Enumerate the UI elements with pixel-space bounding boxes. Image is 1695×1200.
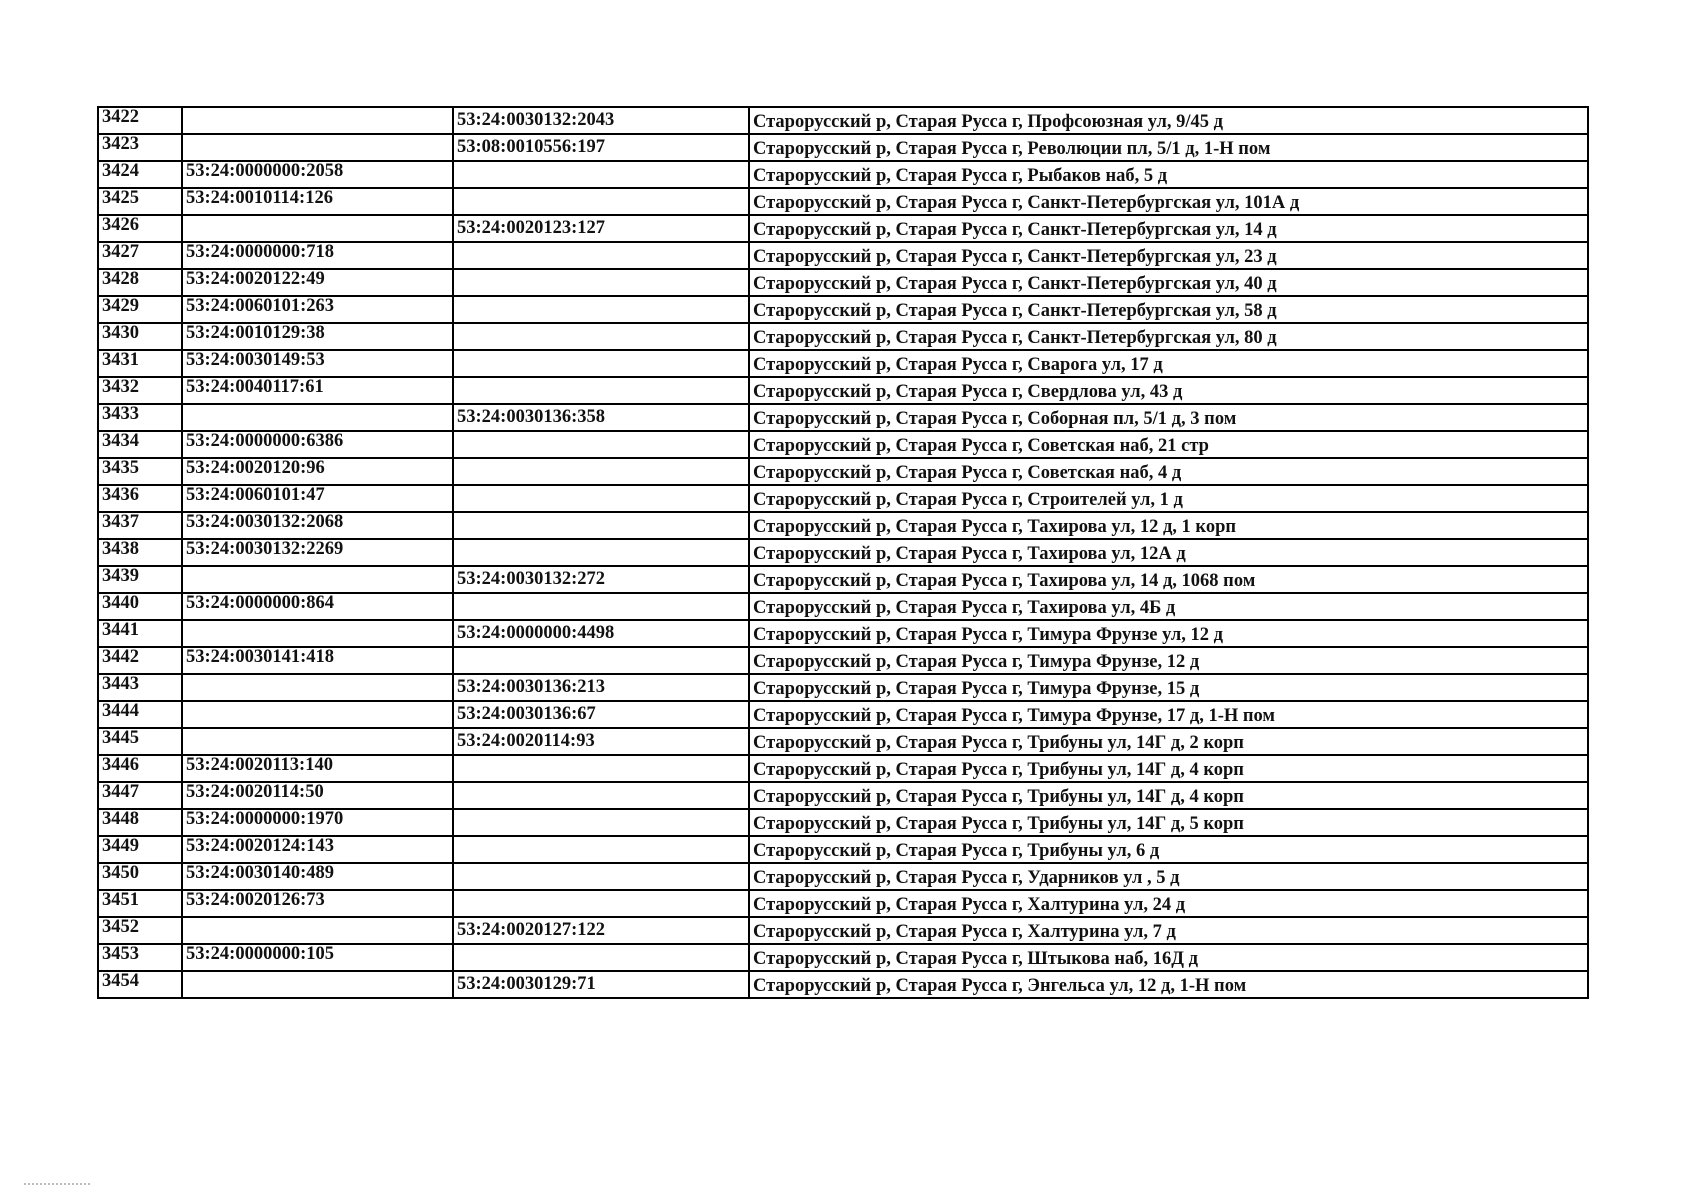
cadastral-number-cell: 53:24:0030132:2269	[182, 539, 453, 566]
table-row	[98, 836, 1588, 863]
cadastral-number-cell	[182, 134, 453, 161]
cadastral-number-cell: 53:24:0000000:6386	[182, 431, 453, 458]
cadastral-number-alt-cell	[453, 593, 749, 620]
row-number-cell: 3444	[98, 701, 182, 728]
table-row	[98, 215, 1588, 242]
cadastral-number-alt-cell	[453, 161, 749, 188]
address-cell: Старорусский р, Старая Русса г, Ударников ул , 5 д	[749, 863, 1588, 890]
cadastral-number-cell: 53:24:0000000:864	[182, 593, 453, 620]
address-cell: Старорусский р, Старая Русса г, Тимура Фрунзе, 12 д	[749, 647, 1588, 674]
table-row	[98, 269, 1588, 296]
address-cell: Старорусский р, Старая Русса г, Санкт-Петербургская ул, 80 д	[749, 323, 1588, 350]
address-cell: Старорусский р, Старая Русса г, Халтурина ул, 24 д	[749, 890, 1588, 917]
address-cell: Старорусский р, Старая Русса г, Халтурина ул, 7 д	[749, 917, 1588, 944]
cadastral-number-cell: 53:24:0000000:718	[182, 242, 453, 269]
table-row	[98, 755, 1588, 782]
address-cell: Старорусский р, Старая Русса г, Строителей ул, 1 д	[749, 485, 1588, 512]
cadastral-number-alt-cell	[453, 296, 749, 323]
cadastral-number-alt-cell	[453, 377, 749, 404]
address-cell: Старорусский р, Старая Русса г, Тимура Фрунзе, 17 д, 1-Н пом	[749, 701, 1588, 728]
address-cell: Старорусский р, Старая Русса г, Санкт-Петербургская ул, 23 д	[749, 242, 1588, 269]
address-cell: Старорусский р, Старая Русса г, Рыбаков наб, 5 д	[749, 161, 1588, 188]
address-cell: Старорусский р, Старая Русса г, Трибуны ул, 14Г д, 2 корп	[749, 728, 1588, 755]
cadastral-number-alt-cell	[453, 836, 749, 863]
scan-artifact	[24, 1183, 92, 1185]
cadastral-number-alt-cell: 53:24:0030132:2043	[453, 107, 749, 134]
table-row	[98, 377, 1588, 404]
row-number-cell: 3441	[98, 620, 182, 647]
cadastral-number-alt-cell	[453, 242, 749, 269]
row-number-cell: 3423	[98, 134, 182, 161]
cadastral-number-alt-cell	[453, 269, 749, 296]
table-row	[98, 971, 1588, 998]
table-row	[98, 917, 1588, 944]
table-row	[98, 485, 1588, 512]
address-cell: Старорусский р, Старая Русса г, Трибуны ул, 14Г д, 5 корп	[749, 809, 1588, 836]
table-row	[98, 107, 1588, 134]
row-number-cell: 3430	[98, 323, 182, 350]
cadastral-number-cell	[182, 620, 453, 647]
table-row	[98, 350, 1588, 377]
table-row	[98, 161, 1588, 188]
cadastral-number-alt-cell	[453, 323, 749, 350]
address-cell: Старорусский р, Старая Русса г, Сварога ул, 17 д	[749, 350, 1588, 377]
table-row	[98, 296, 1588, 323]
table-row	[98, 944, 1588, 971]
cadastral-number-cell	[182, 701, 453, 728]
table-row	[98, 620, 1588, 647]
table-row	[98, 323, 1588, 350]
cadastral-number-cell: 53:24:0010129:38	[182, 323, 453, 350]
cadastral-number-alt-cell: 53:24:0030136:213	[453, 674, 749, 701]
cadastral-number-cell: 53:24:0020113:140	[182, 755, 453, 782]
cadastral-number-alt-cell	[453, 458, 749, 485]
address-cell: Старорусский р, Старая Русса г, Тимура Фрунзе ул, 12 д	[749, 620, 1588, 647]
row-number-cell: 3453	[98, 944, 182, 971]
address-cell: Старорусский р, Старая Русса г, Тахирова ул, 12 д, 1 корп	[749, 512, 1588, 539]
cadastral-number-alt-cell	[453, 188, 749, 215]
cadastral-number-alt-cell	[453, 782, 749, 809]
address-cell: Старорусский р, Старая Русса г, Тимура Фрунзе, 15 д	[749, 674, 1588, 701]
row-number-cell: 3447	[98, 782, 182, 809]
cadastral-number-alt-cell: 53:24:0000000:4498	[453, 620, 749, 647]
cadastral-number-cell: 53:24:0020126:73	[182, 890, 453, 917]
cadastral-number-cell	[182, 404, 453, 431]
address-cell: Старорусский р, Старая Русса г, Санкт-Петербургская ул, 58 д	[749, 296, 1588, 323]
cadastral-number-alt-cell	[453, 512, 749, 539]
address-cell: Старорусский р, Старая Русса г, Свердлова ул, 43 д	[749, 377, 1588, 404]
row-number-cell: 3427	[98, 242, 182, 269]
cadastral-number-cell: 53:24:0000000:1970	[182, 809, 453, 836]
table-row	[98, 512, 1588, 539]
cadastral-number-cell: 53:24:0020124:143	[182, 836, 453, 863]
row-number-cell: 3443	[98, 674, 182, 701]
table-row	[98, 458, 1588, 485]
cadastral-number-alt-cell	[453, 755, 749, 782]
row-number-cell: 3438	[98, 539, 182, 566]
table-row	[98, 728, 1588, 755]
row-number-cell: 3433	[98, 404, 182, 431]
cadastral-number-cell	[182, 971, 453, 998]
address-cell: Старорусский р, Старая Русса г, Соборная пл, 5/1 д, 3 пом	[749, 404, 1588, 431]
address-cell: Старорусский р, Старая Русса г, Санкт-Петербургская ул, 40 д	[749, 269, 1588, 296]
address-cell: Старорусский р, Старая Русса г, Революции пл, 5/1 д, 1-Н пом	[749, 134, 1588, 161]
row-number-cell: 3452	[98, 917, 182, 944]
row-number-cell: 3428	[98, 269, 182, 296]
row-number-cell: 3454	[98, 971, 182, 998]
cadastral-number-cell: 53:24:0030149:53	[182, 350, 453, 377]
cadastral-number-cell: 53:24:0060101:263	[182, 296, 453, 323]
table-row	[98, 674, 1588, 701]
cadastral-number-alt-cell: 53:24:0020127:122	[453, 917, 749, 944]
row-number-cell: 3440	[98, 593, 182, 620]
table-row	[98, 242, 1588, 269]
address-cell: Старорусский р, Старая Русса г, Тахирова ул, 12А д	[749, 539, 1588, 566]
row-number-cell: 3426	[98, 215, 182, 242]
row-number-cell: 3432	[98, 377, 182, 404]
cadastral-number-cell: 53:24:0030140:489	[182, 863, 453, 890]
table-row	[98, 782, 1588, 809]
cadastral-number-cell	[182, 917, 453, 944]
table-row	[98, 863, 1588, 890]
table-row	[98, 431, 1588, 458]
row-number-cell: 3434	[98, 431, 182, 458]
row-number-cell: 3435	[98, 458, 182, 485]
row-number-cell: 3429	[98, 296, 182, 323]
cadastral-number-alt-cell: 53:08:0010556:197	[453, 134, 749, 161]
row-number-cell: 3448	[98, 809, 182, 836]
row-number-cell: 3451	[98, 890, 182, 917]
property-table	[97, 106, 1589, 999]
address-cell: Старорусский р, Старая Русса г, Санкт-Петербургская ул, 14 д	[749, 215, 1588, 242]
cadastral-number-cell: 53:24:0000000:2058	[182, 161, 453, 188]
table-row	[98, 539, 1588, 566]
row-number-cell: 3436	[98, 485, 182, 512]
property-table-body	[98, 107, 1588, 998]
cadastral-number-cell: 53:24:0020122:49	[182, 269, 453, 296]
cadastral-number-alt-cell: 53:24:0030129:71	[453, 971, 749, 998]
cadastral-number-cell: 53:24:0000000:105	[182, 944, 453, 971]
address-cell: Старорусский р, Старая Русса г, Трибуны ул, 6 д	[749, 836, 1588, 863]
cadastral-number-alt-cell	[453, 431, 749, 458]
cadastral-number-alt-cell	[453, 809, 749, 836]
cadastral-number-alt-cell: 53:24:0020123:127	[453, 215, 749, 242]
cadastral-number-cell: 53:24:0060101:47	[182, 485, 453, 512]
row-number-cell: 3422	[98, 107, 182, 134]
table-row	[98, 188, 1588, 215]
cadastral-number-alt-cell	[453, 647, 749, 674]
cadastral-number-alt-cell	[453, 350, 749, 377]
row-number-cell: 3449	[98, 836, 182, 863]
address-cell: Старорусский р, Старая Русса г, Энгельса ул, 12 д, 1-Н пом	[749, 971, 1588, 998]
address-cell: Старорусский р, Старая Русса г, Санкт-Петербургская ул, 101А д	[749, 188, 1588, 215]
cadastral-number-alt-cell: 53:24:0030132:272	[453, 566, 749, 593]
row-number-cell: 3437	[98, 512, 182, 539]
row-number-cell: 3445	[98, 728, 182, 755]
row-number-cell: 3424	[98, 161, 182, 188]
table-row	[98, 404, 1588, 431]
row-number-cell: 3425	[98, 188, 182, 215]
address-cell: Старорусский р, Старая Русса г, Профсоюзная ул, 9/45 д	[749, 107, 1588, 134]
table-row	[98, 593, 1588, 620]
cadastral-number-cell: 53:24:0020114:50	[182, 782, 453, 809]
cadastral-number-alt-cell	[453, 863, 749, 890]
row-number-cell: 3431	[98, 350, 182, 377]
table-row	[98, 134, 1588, 161]
cadastral-number-alt-cell	[453, 539, 749, 566]
table-row	[98, 890, 1588, 917]
cadastral-number-alt-cell: 53:24:0030136:358	[453, 404, 749, 431]
address-cell: Старорусский р, Старая Русса г, Советская наб, 21 стр	[749, 431, 1588, 458]
address-cell: Старорусский р, Старая Русса г, Штыкова наб, 16Д д	[749, 944, 1588, 971]
row-number-cell: 3446	[98, 755, 182, 782]
row-number-cell: 3439	[98, 566, 182, 593]
cadastral-number-cell: 53:24:0010114:126	[182, 188, 453, 215]
address-cell: Старорусский р, Старая Русса г, Тахирова ул, 14 д, 1068 пом	[749, 566, 1588, 593]
cadastral-number-cell	[182, 566, 453, 593]
address-cell: Старорусский р, Старая Русса г, Трибуны ул, 14Г д, 4 корп	[749, 755, 1588, 782]
table-row	[98, 809, 1588, 836]
cadastral-number-cell	[182, 728, 453, 755]
cadastral-number-cell: 53:24:0030132:2068	[182, 512, 453, 539]
cadastral-number-alt-cell	[453, 944, 749, 971]
address-cell: Старорусский р, Старая Русса г, Тахирова ул, 4Б д	[749, 593, 1588, 620]
table-row	[98, 647, 1588, 674]
cadastral-number-cell: 53:24:0040117:61	[182, 377, 453, 404]
cadastral-number-alt-cell	[453, 890, 749, 917]
cadastral-number-alt-cell: 53:24:0020114:93	[453, 728, 749, 755]
cadastral-number-cell: 53:24:0020120:96	[182, 458, 453, 485]
cadastral-number-cell	[182, 674, 453, 701]
cadastral-number-cell	[182, 215, 453, 242]
address-cell: Старорусский р, Старая Русса г, Трибуны ул, 14Г д, 4 корп	[749, 782, 1588, 809]
address-cell: Старорусский р, Старая Русса г, Советская наб, 4 д	[749, 458, 1588, 485]
row-number-cell: 3450	[98, 863, 182, 890]
cadastral-number-cell: 53:24:0030141:418	[182, 647, 453, 674]
row-number-cell: 3442	[98, 647, 182, 674]
cadastral-number-alt-cell: 53:24:0030136:67	[453, 701, 749, 728]
table-row	[98, 566, 1588, 593]
cadastral-number-alt-cell	[453, 485, 749, 512]
table-row	[98, 701, 1588, 728]
cadastral-number-cell	[182, 107, 453, 134]
